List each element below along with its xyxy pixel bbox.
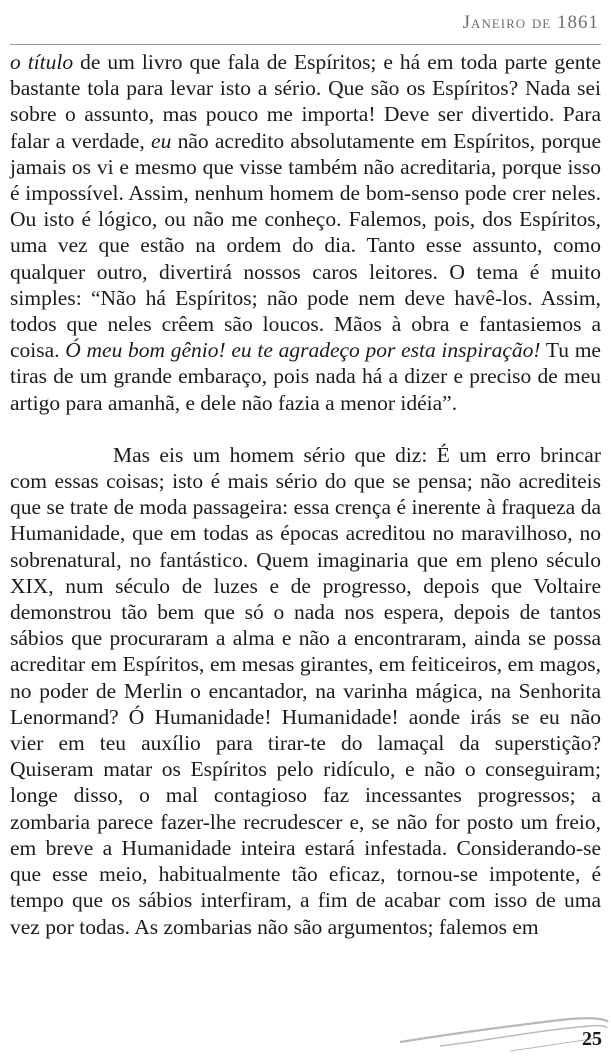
italic-phrase: eu [151,128,172,153]
text-run: não acredito absolutamente em Espíritos, porque jamais os vi e mesmo que visse também não acreditaria, porque isso é impossível. Assim, nenhum homem de bom-senso pode crer neles. Ou isto é lógico, ou não me conheço. Falemos, pois, dos Espíritos, uma vez que estão na ordem do dia. Tanto esse assunto, como qualquer outro, divertirá nossos caros leitores. O tema é muito simples: “Não há Espíritos; não pode nem deve havê-los. Assim, todos que neles crêem são loucos. Mãos à obra e fantasiemos a coisa. [10,128,601,363]
page-number: 25 [582,1028,602,1050]
italic-phrase: Ó meu bom gênio! eu te agradeço por esta inspiração! [65,338,541,363]
italic-phrase: o título [10,50,74,74]
text-run: de um livro que fala de Espíritos; e há em toda parte gente bastante tola para levar isto a sério. Que são os Espíritos? Nada sei sobre o assunto, mas pouco me importa! Deve ser divertido. Para falar a verdade, [10,50,601,153]
footer-ornament-swoosh [360,1004,611,1061]
text-run: Tu me tiras de um grande embaraço, pois nada há a dizer e preciso de meu artigo para amanhã, e dele não fazia a menor idéia”. [10,338,601,415]
header-rule [10,44,601,45]
page-body [10,49,601,940]
paragraph-2: Mas eis um homem sério que diz: É um erro brincar com essas coisas; isto é mais sério do que se pensa; não acrediteis que se trate de moda passageira: essa crença é inerente à fraqueza da Humanidade, que em todas as épocas acreditou no maravilhoso, no sobrenatural, no fantástico. Quem imaginaria que em pleno século XIX, num século de luzes e de progresso, depois que Voltaire demonstrou tão bem que só o nada nos espera, depois de tantos sábios que procuraram a alma e não a encontraram, ainda se possa acreditar em Espíritos, em mesas girantes, em feiticeiros, em magos, no poder de Merlin o encantador, na varinha mágica, na Senhorita Lenormand? Ó Humanidade! Humanidade! aonde irás se eu não vier em teu auxílio para tirar-te do lamaçal da superstição? Quiseram matar os Espíritos pelo ridículo, e não o conseguiram; longe disso, o mal contagioso faz incessantes progressos; a zombaria parece fazer-lhe recrudescer e, se não for posto um freio, em breve a Humanidade inteira estará infestada. Considerando-se que esse meio, habitualmente tão eficaz, tornou-se impotente, é tempo que os sábios interfiram, a fim de acabar com isso de uma vez por todas. As zombarias não são argumentos; falemos em [10,442,601,939]
running-head: Janeiro de 1861 [462,12,599,33]
paragraph-1 [10,49,601,416]
